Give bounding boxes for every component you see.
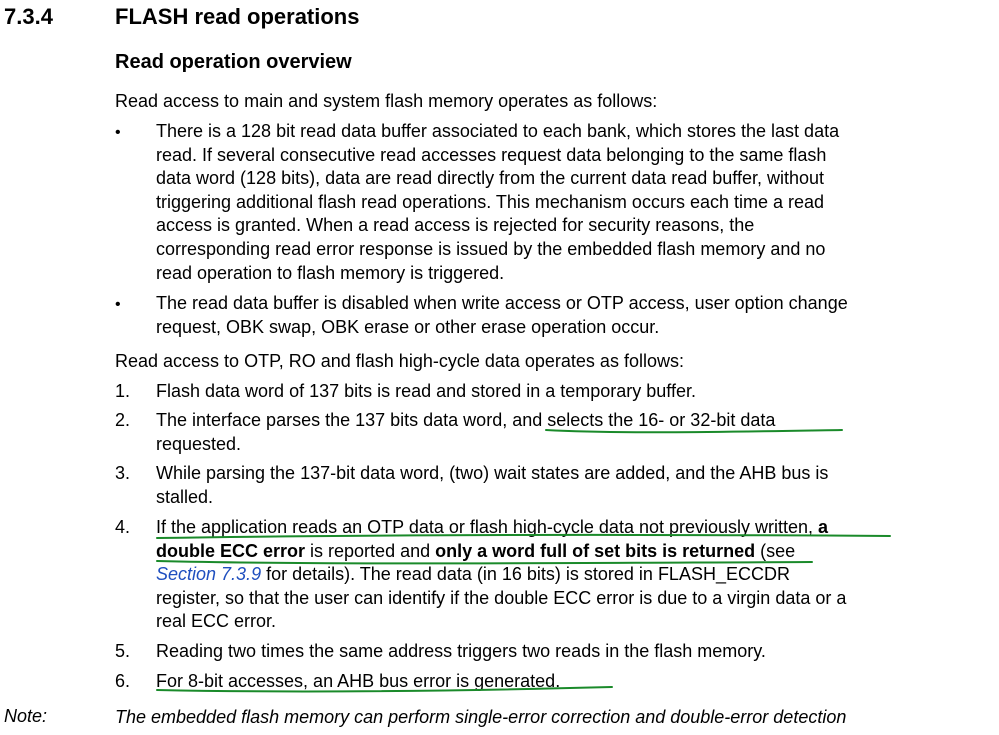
intro-main-paragraph: Read access to main and system flash memory operates as follows: xyxy=(115,91,658,111)
list-marker: 3. xyxy=(115,463,131,483)
note-label: Note: xyxy=(4,706,48,726)
text-line: read operation to flash memory is triggered. xyxy=(156,262,505,283)
text-line: corresponding read error response is issued by the embedded flash memory and no xyxy=(156,238,826,259)
text-line: real ECC error. xyxy=(156,611,277,632)
bold-text: only a word full of set bits is returned xyxy=(435,540,756,561)
section-number: 7.3.4 xyxy=(4,4,53,29)
list-marker: 1. xyxy=(115,381,131,401)
text-line: While parsing the 137-bit data word, (two) wait states are added, and the AHB bus is xyxy=(156,463,829,483)
text-line: The embedded flash memory can perform single-error correction and double-error detection xyxy=(115,707,847,727)
text-line: access is granted. When a read access is rejected for security reasons, the xyxy=(156,215,755,236)
text-line xyxy=(156,563,936,587)
note-text xyxy=(115,706,846,730)
section-title: FLASH read operations xyxy=(115,4,360,29)
bullet-text xyxy=(156,120,936,285)
text-line: read. If several consecutive read accesses request data belonging to the same flash xyxy=(156,144,827,165)
text-line xyxy=(156,516,936,540)
text-line: For 8-bit accesses, an AHB bus error is generated. xyxy=(156,671,561,691)
list-marker: 4. xyxy=(115,517,131,537)
text-line: Reading two times the same address triggers two reads in the flash memory. xyxy=(156,641,766,661)
subheading: Read operation overview xyxy=(115,51,352,73)
bullet-marker: • xyxy=(115,124,121,141)
text-line: data word (128 bits), data are read directly from the current data read buffer, without xyxy=(156,168,825,189)
text-segment: is reported and xyxy=(305,540,436,561)
list-marker: 6. xyxy=(115,671,131,691)
text-line: The interface parses the 137 bits data word, and selects the 16- or 32-bit data xyxy=(156,410,776,430)
list-marker: 2. xyxy=(115,410,131,430)
intro-otp-paragraph: Read access to OTP, RO and flash high-cycle data operates as follows: xyxy=(115,351,684,371)
text-line: request, OBK swap, OBK erase or other erase operation occur. xyxy=(156,316,660,337)
section-link[interactable]: Section 7.3.9 xyxy=(156,564,262,585)
list-marker: 5. xyxy=(115,641,131,661)
text-segment: If the application reads an OTP data or flash high-cycle data not previously written, xyxy=(156,517,819,537)
text-line: register, so that the user can identify if the double ECC error is due to a virgin data or a xyxy=(156,587,847,608)
text-line: Flash data word of 137 bits is read and stored in a temporary buffer. xyxy=(156,381,696,401)
bold-text: double ECC error xyxy=(156,540,306,561)
bold-text: a xyxy=(818,517,829,537)
text-line: triggering additional flash read operations. This mechanism occurs each time a read xyxy=(156,191,825,212)
text-line: There is a 128 bit read data buffer associated to each bank, which stores the last data xyxy=(156,121,840,141)
text-segment: for details). The read data (in 16 bits) is stored in FLASH_ECCDR xyxy=(261,564,790,585)
text-line: The read data buffer is disabled when write access or OTP access, user option change xyxy=(156,293,848,313)
text-segment: (see xyxy=(755,540,796,561)
text-line: requested. xyxy=(156,433,242,454)
text-line xyxy=(156,540,936,564)
bullet-marker: • xyxy=(115,296,121,313)
bullet-text xyxy=(156,292,936,339)
text-line: stalled. xyxy=(156,486,214,507)
